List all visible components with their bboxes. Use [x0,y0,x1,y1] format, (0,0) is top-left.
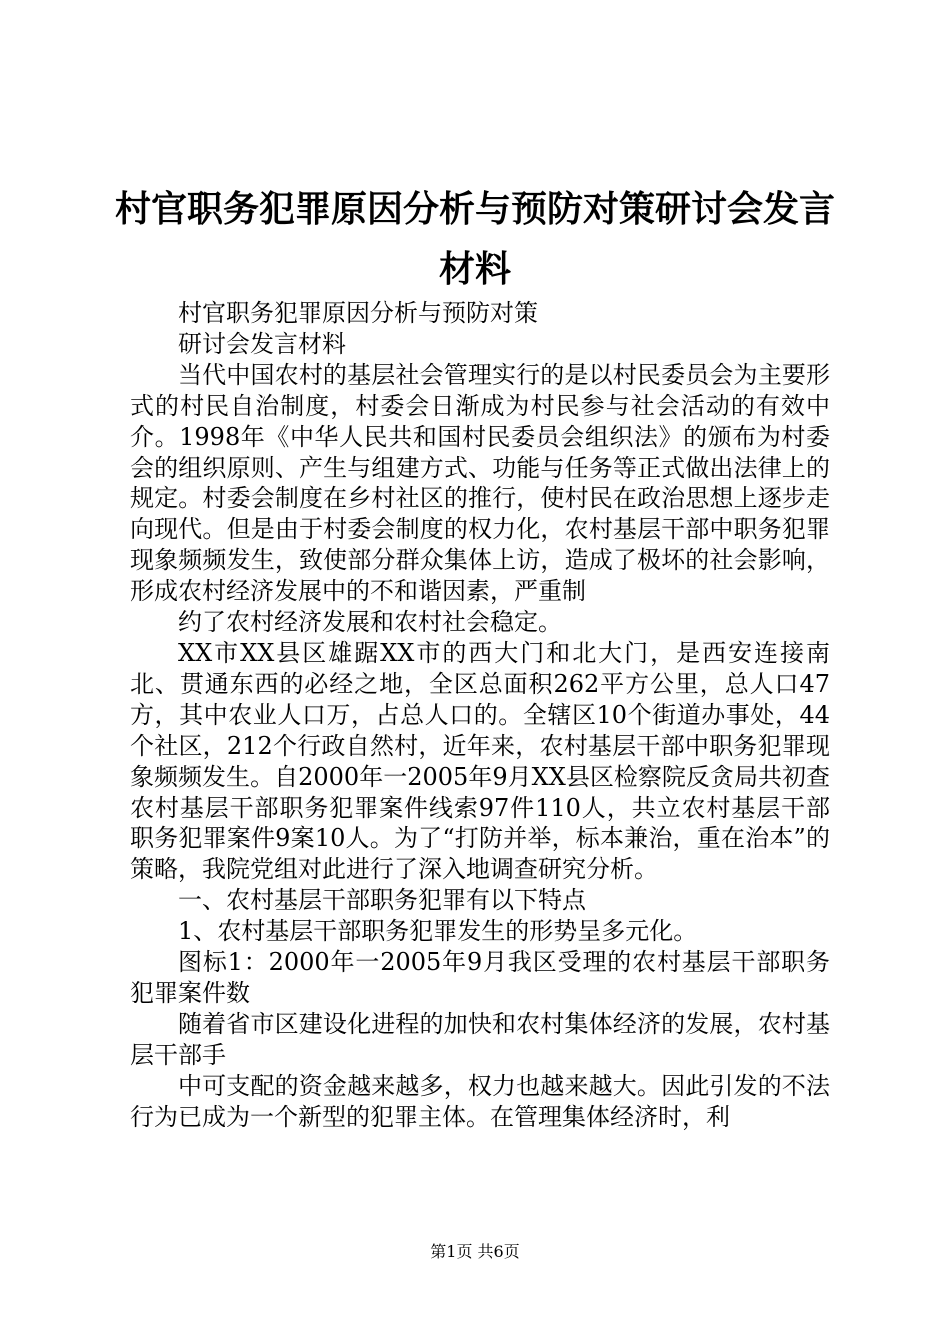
subsection-heading: 1、农村基层干部职务犯罪发生的形势呈多元化。 [178,917,698,946]
document-body [130,298,830,1132]
body-paragraph: 约了农村经济发展和农村社会稳定。 [178,608,562,637]
page-footer: 第1页 共6页 [430,1242,520,1261]
figure-caption: 图标1：2000年一2005年9月我区受理的农村基层干部职务犯罪案件数 [130,948,830,1007]
document-title-line-1: 村官职务犯罪原因分析与预防对策研讨会发言 [114,189,835,230]
body-paragraph: 当代中国农村的基层社会管理实行的是以村民委员会为主要形式的村民自治制度，村委会日渐成为村民参与社会活动的有效中介。1998年《中华人民共和国村民委员会组织法》的颁布为村委会的组织原则、产生与组建方式、功能与任务等正式做出法律上的规定。村委会制度在乡村社区的推行，使村民在政治思想上逐步走向现代。但是由于村委会制度的权力化，农村基层干部中职务犯罪现象频频发生，致使部分群众集体上访，造成了极坏的社会影响，形成农村经济发展中的不和谐因素，严重制 [130,360,830,606]
body-paragraph: 随着省市区建设化进程的加快和农村集体经济的发展，农村基层干部手 [130,1009,830,1069]
subtitle-line-1: 村官职务犯罪原因分析与预防对策 [178,299,538,327]
body-paragraph: 中可支配的资金越来越多，权力也越来越大。因此引发的不法行为已成为一个新型的犯罪主体。在管理集体经济时，利 [130,1071,830,1131]
body-paragraph: XX市XX县区雄踞XX市的西大门和北大门，是西安连接南北、贯通东西的必经之地，全区总面积262平方公里，总人口47方，其中农业人口万，占总人口的。全辖区10个街道办事处，44个社区，212个行政自然村，近年来，农村基层干部中职务犯罪现象频频发生。自2000年一2005年9月XX县区检察院反贪局共初查农村基层干部职务犯罪案件线索97件110人，共立农村基层干部职务犯罪案件9案10人。为了“打防并举，标本兼治，重在治本”的策略，我院党组对此进行了深入地调查研究分析。 [130,638,830,884]
subtitle-line-2: 研讨会发言材料 [178,329,346,358]
section-heading: 一、农村基层干部职务犯罪有以下特点 [178,886,586,915]
document-title-line-2: 材料 [438,249,511,290]
